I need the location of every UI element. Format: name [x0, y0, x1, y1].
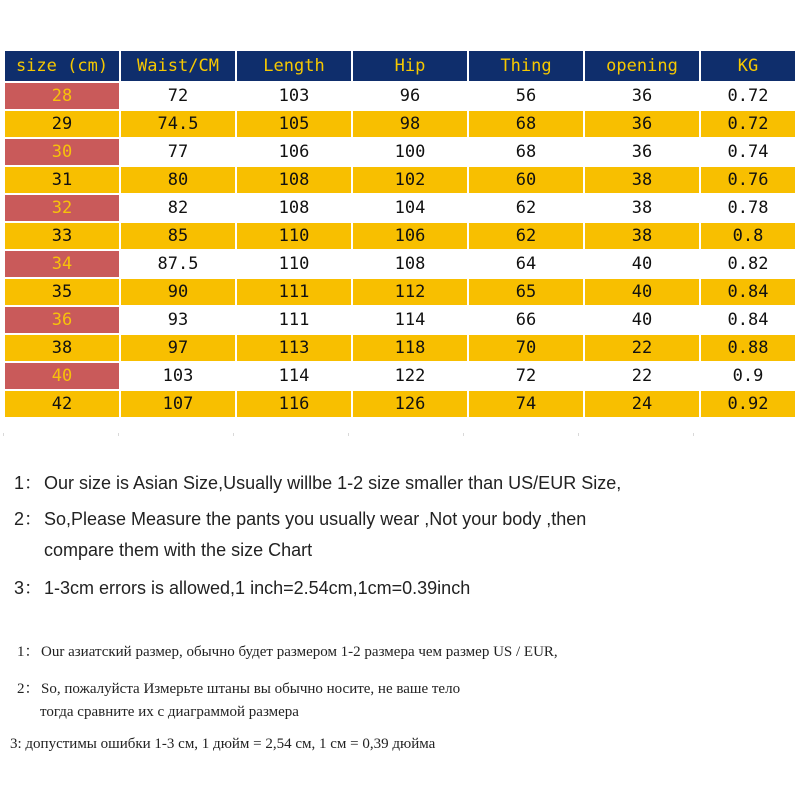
note-en-2 [14, 505, 586, 531]
cell-hip: 96 [352, 82, 468, 110]
cell-hip: 100 [352, 138, 468, 166]
cell-thigh: 68 [468, 110, 584, 138]
cell-kg: 0.92 [700, 390, 796, 418]
size-chart-table [3, 49, 797, 419]
table-header-row [4, 50, 796, 82]
cell-waist: 74.5 [120, 110, 236, 138]
cell-hip: 114 [352, 306, 468, 334]
cell-kg: 0.88 [700, 334, 796, 362]
cell-thigh: 56 [468, 82, 584, 110]
cell-size: 29 [4, 110, 120, 138]
table-row [4, 250, 796, 278]
cell-opening: 40 [584, 278, 700, 306]
cell-opening: 36 [584, 110, 700, 138]
cell-kg: 0.9 [700, 362, 796, 390]
note-en-2-cont: compare them with the size Chart [44, 540, 313, 560]
cell-size: 32 [4, 194, 120, 222]
cell-thigh: 70 [468, 334, 584, 362]
note-ru-1-number: 1： [17, 644, 40, 660]
cell-thigh: 74 [468, 390, 584, 418]
note-ru-2-number: 2： [17, 681, 40, 697]
note-ru-1-text: Our азиатский размер, обычно будет размером 1-2 размера чем размер US / EUR, [41, 644, 558, 660]
cell-size: 35 [4, 278, 120, 306]
cell-waist: 85 [120, 222, 236, 250]
cell-thigh: 62 [468, 194, 584, 222]
table-row [4, 278, 796, 306]
cell-size: 31 [4, 166, 120, 194]
note-ru-2 [17, 677, 460, 698]
cell-length: 111 [236, 278, 352, 306]
cell-thigh: 65 [468, 278, 584, 306]
cell-waist: 103 [120, 362, 236, 390]
cell-opening: 24 [584, 390, 700, 418]
cell-length: 110 [236, 250, 352, 278]
cell-hip: 98 [352, 110, 468, 138]
cell-waist: 80 [120, 166, 236, 194]
cell-hip: 122 [352, 362, 468, 390]
cell-hip: 112 [352, 278, 468, 306]
table-row [4, 390, 796, 418]
cell-kg: 0.72 [700, 110, 796, 138]
cell-length: 111 [236, 306, 352, 334]
table-body [4, 82, 796, 418]
note-ru-2-cont: тогда сравните их с диаграммой размера [40, 704, 299, 720]
table-row [4, 362, 796, 390]
header-thigh: Thing [468, 50, 584, 82]
cell-opening: 36 [584, 82, 700, 110]
cell-kg: 0.84 [700, 278, 796, 306]
cell-size: 28 [4, 82, 120, 110]
table-row [4, 306, 796, 334]
table-row [4, 82, 796, 110]
cell-size: 40 [4, 362, 120, 390]
table-grid-edge [3, 433, 795, 436]
table-row [4, 138, 796, 166]
cell-opening: 38 [584, 166, 700, 194]
table-row [4, 166, 796, 194]
cell-size: 38 [4, 334, 120, 362]
cell-opening: 38 [584, 222, 700, 250]
cell-kg: 0.74 [700, 138, 796, 166]
cell-thigh: 72 [468, 362, 584, 390]
cell-length: 108 [236, 194, 352, 222]
note-en-3-number: 3： [14, 578, 43, 598]
cell-length: 105 [236, 110, 352, 138]
header-waist: Waist/CM [120, 50, 236, 82]
note-en-1-text: Our size is Asian Size,Usually willbe 1-2 size smaller than US/EUR Size, [44, 473, 622, 493]
cell-waist: 93 [120, 306, 236, 334]
note-ru-1 [17, 640, 558, 661]
cell-size: 30 [4, 138, 120, 166]
cell-size: 36 [4, 306, 120, 334]
cell-length: 106 [236, 138, 352, 166]
cell-opening: 36 [584, 138, 700, 166]
cell-length: 116 [236, 390, 352, 418]
cell-opening: 22 [584, 362, 700, 390]
cell-opening: 38 [584, 194, 700, 222]
cell-thigh: 60 [468, 166, 584, 194]
cell-waist: 87.5 [120, 250, 236, 278]
cell-waist: 77 [120, 138, 236, 166]
cell-thigh: 66 [468, 306, 584, 334]
cell-hip: 108 [352, 250, 468, 278]
header-kg: KG [700, 50, 796, 82]
cell-kg: 0.8 [700, 222, 796, 250]
header-length: Length [236, 50, 352, 82]
cell-kg: 0.76 [700, 166, 796, 194]
note-en-3-text: 1-3cm errors is allowed,1 inch=2.54cm,1cm=0.39inch [44, 578, 471, 598]
cell-length: 114 [236, 362, 352, 390]
header-opening: opening [584, 50, 700, 82]
cell-waist: 82 [120, 194, 236, 222]
table-row [4, 110, 796, 138]
cell-waist: 97 [120, 334, 236, 362]
cell-hip: 126 [352, 390, 468, 418]
note-en-2-number: 2： [14, 509, 43, 529]
cell-size: 33 [4, 222, 120, 250]
cell-size: 42 [4, 390, 120, 418]
cell-opening: 22 [584, 334, 700, 362]
cell-hip: 102 [352, 166, 468, 194]
header-size: size (cm) [4, 50, 120, 82]
note-ru-3: 3: допустимы ошибки 1-3 см, 1 дюйм = 2,54 см, 1 см = 0,39 дюйма [10, 736, 436, 752]
cell-waist: 107 [120, 390, 236, 418]
note-en-1-number: 1： [14, 473, 43, 493]
cell-waist: 72 [120, 82, 236, 110]
note-en-1 [14, 469, 621, 495]
header-hip: Hip [352, 50, 468, 82]
cell-thigh: 62 [468, 222, 584, 250]
note-en-3 [14, 574, 470, 600]
cell-hip: 106 [352, 222, 468, 250]
cell-thigh: 68 [468, 138, 584, 166]
cell-kg: 0.78 [700, 194, 796, 222]
note-en-2-text: So,Please Measure the pants you usually wear ,Not your body ,then [44, 509, 587, 529]
cell-length: 103 [236, 82, 352, 110]
table-row [4, 222, 796, 250]
cell-kg: 0.84 [700, 306, 796, 334]
cell-size: 34 [4, 250, 120, 278]
cell-length: 108 [236, 166, 352, 194]
cell-opening: 40 [584, 306, 700, 334]
cell-hip: 104 [352, 194, 468, 222]
cell-hip: 118 [352, 334, 468, 362]
cell-length: 110 [236, 222, 352, 250]
cell-thigh: 64 [468, 250, 584, 278]
cell-waist: 90 [120, 278, 236, 306]
table-row [4, 194, 796, 222]
cell-kg: 0.72 [700, 82, 796, 110]
cell-kg: 0.82 [700, 250, 796, 278]
table-row [4, 334, 796, 362]
note-ru-2-text: So, пожалуйста Измерьте штаны вы обычно носите, не ваше тело [41, 681, 461, 697]
cell-length: 113 [236, 334, 352, 362]
cell-opening: 40 [584, 250, 700, 278]
